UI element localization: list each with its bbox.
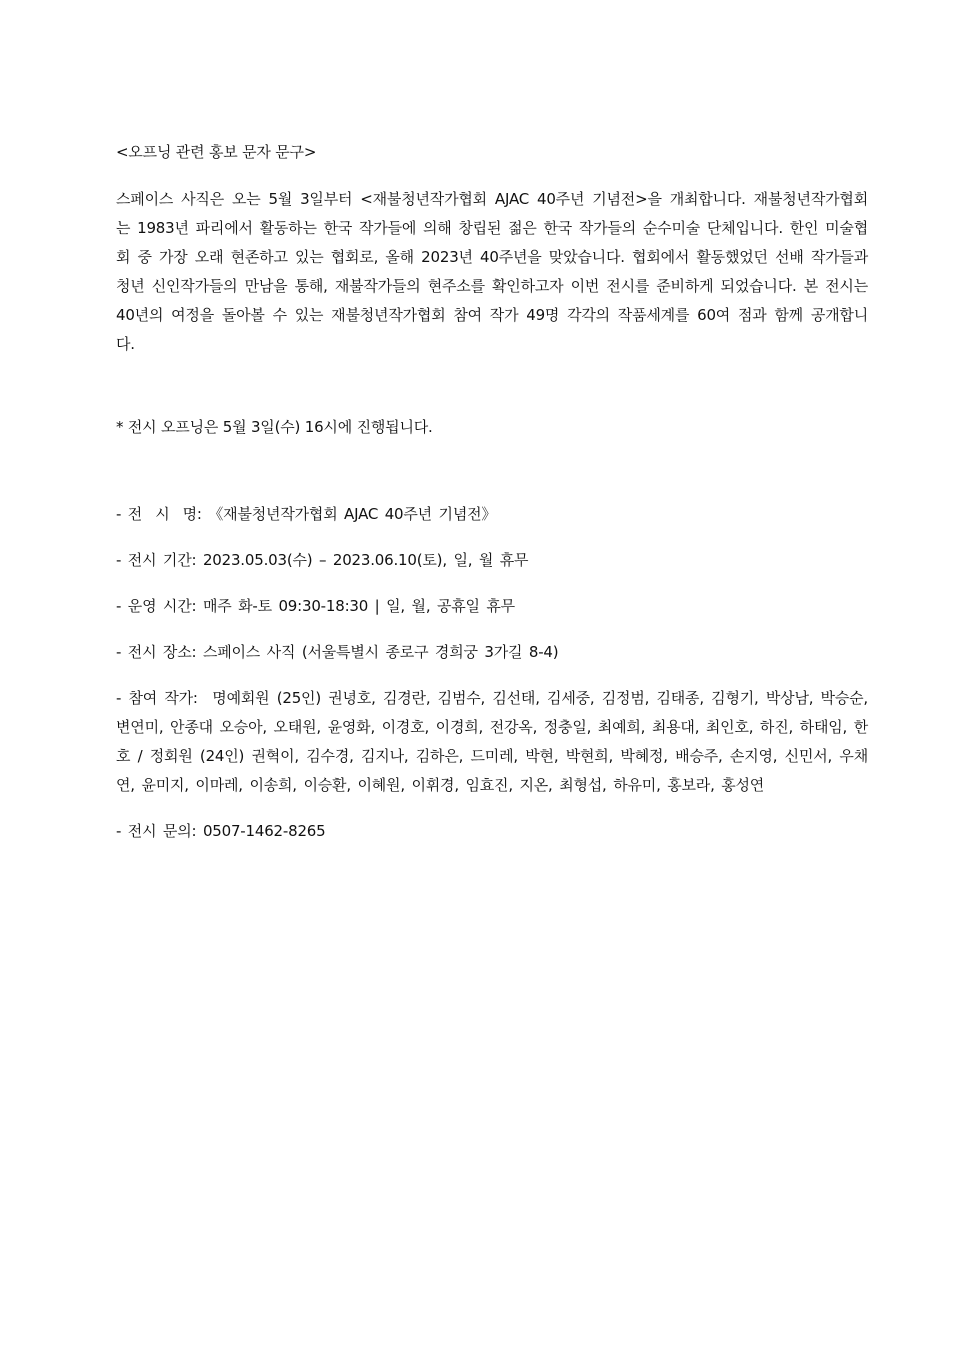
info-value: 스페이스 사직 (서울특별시 종로구 경희궁 3가길 8-4) xyxy=(202,643,559,661)
info-value: 0507-1462-8265 xyxy=(202,822,326,840)
info-value: 2023.05.03(수) – 2023.06.10(토), 일, 월 휴무 xyxy=(202,551,529,569)
info-exhibition-title xyxy=(116,500,868,529)
exhibition-info-list xyxy=(116,500,868,846)
info-value: 명예회원 (25인) 권녕호, 김경란, 김범수, 김선태, 김세중, 김정범, 김태종, 김형기, 박상남, 박승순, 변연미, 안종대 오승아, 오태원, 윤영화, 이경호, 이경희, 전강옥, 정충일, 최예희, 최용대, 최인호, 하진, 하태임, 한호 / 정회원 (24인) 권혁이, 김수경, 김지나, 김하은, 드미레, 박현, 박현희, 박혜정, 배승주, 손지영, 신민서, 우채연, 윤미지, 이마레, 이송희, 이승환, 이혜원, 이휘경, 임효진, 지온, 최형섭, 하유미, 홍보라, 홍성연 xyxy=(116,689,868,794)
info-label: - 전시 문의: xyxy=(116,822,203,840)
info-opening-hours xyxy=(116,592,868,621)
info-label: - 전 시 명: xyxy=(116,505,209,523)
info-exhibition-period xyxy=(116,546,868,575)
info-artists xyxy=(116,684,868,800)
info-label: - 전시 장소: xyxy=(116,643,203,661)
info-label: - 운영 시간: xyxy=(116,597,203,615)
info-value: 매주 화-토 09:30-18:30 | 일, 월, 공휴일 휴무 xyxy=(202,597,515,615)
info-venue xyxy=(116,638,868,667)
info-label: - 참여 작가: xyxy=(116,689,213,707)
info-label: - 전시 기간: xyxy=(116,551,203,569)
opening-note: * 전시 오프닝은 5월 3일(수) 16시에 진행됩니다. xyxy=(116,418,433,436)
document-heading: <오프닝 관련 홍보 문자 문구> xyxy=(116,143,317,161)
info-contact xyxy=(116,817,868,846)
document-page xyxy=(116,138,868,863)
intro-paragraph: 스페이스 사직은 오는 5월 3일부터 <재불청년작가협회 AJAC 40주년 기념전>을 개최합니다. 재불청년작가협회는 1983년 파리에서 활동하는 한국 작가들에 의해 창립된 젊은 한국 작가들의 순수미술 단체입니다. 한인 미술협회 중 가장 오래 현존하고 있는 협회로, 올해 2023년 40주년을 맞았습니다. 협회에서 활동했었던 선배 작가들과 청년 신인작가들의 만남을 통해, 재불작가들의 현주소를 확인하고자 이번 전시를 준비하게 되었습니다. 본 전시는 40년의 여정을 돌아볼 수 있는 재불청년작가협회 참여 작가 49명 각각의 작품세계를 60여 점과 함께 공개합니다. xyxy=(116,190,868,353)
info-value: 《재불청년작가협회 AJAC 40주년 기념전》 xyxy=(208,505,497,523)
